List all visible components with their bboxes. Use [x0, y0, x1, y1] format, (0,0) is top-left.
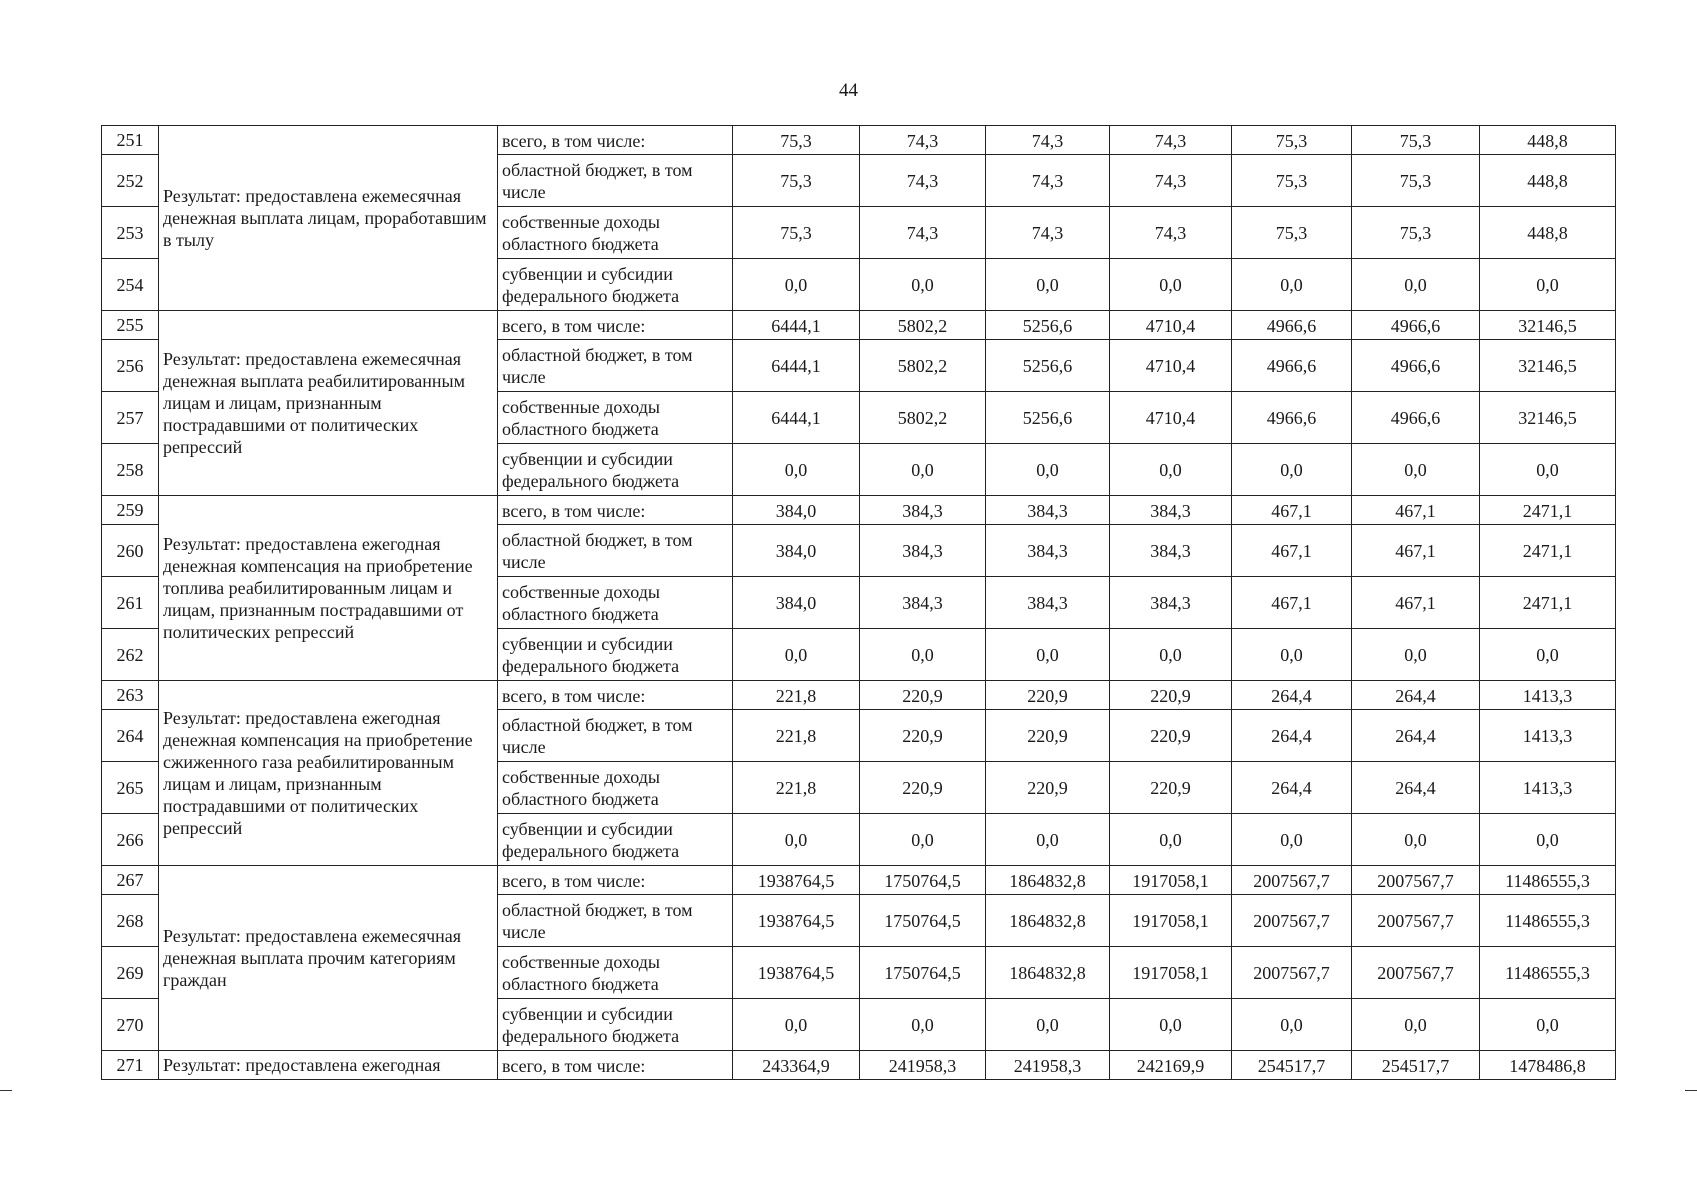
value-cell: 264,4 [1352, 710, 1480, 762]
value-cell: 467,1 [1232, 496, 1352, 525]
row-number-cell: 254 [102, 259, 159, 311]
value-cell: 384,3 [860, 577, 986, 629]
row-number-cell: 265 [102, 762, 159, 814]
value-cell: 2471,1 [1480, 525, 1616, 577]
value-cell: 74,3 [986, 207, 1110, 259]
value-cell: 448,8 [1480, 126, 1616, 155]
value-cell: 384,0 [733, 525, 860, 577]
value-cell: 220,9 [860, 762, 986, 814]
funding-category-cell: всего, в том числе: [498, 311, 733, 340]
value-cell: 0,0 [986, 629, 1110, 681]
value-cell: 0,0 [1232, 444, 1352, 496]
value-cell: 467,1 [1352, 577, 1480, 629]
value-cell: 5256,6 [986, 392, 1110, 444]
value-cell: 2007567,7 [1352, 947, 1480, 999]
value-cell: 1917058,1 [1110, 947, 1232, 999]
value-cell: 75,3 [733, 155, 860, 207]
table-row [102, 1051, 1616, 1080]
value-cell: 74,3 [860, 155, 986, 207]
value-cell: 0,0 [1480, 999, 1616, 1051]
funding-category-cell: собственные доходы областного бюджета [498, 577, 733, 629]
page-number: 44 [839, 80, 858, 101]
value-cell: 75,3 [1232, 155, 1352, 207]
value-cell: 2007567,7 [1232, 947, 1352, 999]
funding-category-cell: областной бюджет, в том числе [498, 155, 733, 207]
value-cell: 0,0 [1480, 814, 1616, 866]
value-cell: 0,0 [733, 999, 860, 1051]
value-cell: 1413,3 [1480, 710, 1616, 762]
value-cell: 220,9 [1110, 762, 1232, 814]
result-description-cell: Результат: предоставлена ежемесячная денежная выплата реабилитированным лицам и лицам, признанным пострадавшими от политических репрессий [159, 311, 498, 496]
value-cell: 1938764,5 [733, 866, 860, 895]
value-cell: 242169,9 [1110, 1051, 1232, 1080]
row-number-cell: 270 [102, 999, 159, 1051]
value-cell: 467,1 [1352, 525, 1480, 577]
value-cell: 11486555,3 [1480, 947, 1616, 999]
funding-category-cell: всего, в том числе: [498, 866, 733, 895]
value-cell: 75,3 [733, 207, 860, 259]
value-cell: 254517,7 [1232, 1051, 1352, 1080]
value-cell: 11486555,3 [1480, 895, 1616, 947]
value-cell: 0,0 [1480, 629, 1616, 681]
value-cell: 384,3 [1110, 525, 1232, 577]
funding-category-cell: областной бюджет, в том числе [498, 895, 733, 947]
value-cell: 384,3 [1110, 496, 1232, 525]
value-cell: 4966,6 [1232, 392, 1352, 444]
result-description-cell: Результат: предоставлена ежегодная [159, 1051, 498, 1080]
value-cell: 2471,1 [1480, 496, 1616, 525]
funding-category-cell: всего, в том числе: [498, 496, 733, 525]
value-cell: 1917058,1 [1110, 895, 1232, 947]
value-cell: 4710,4 [1110, 392, 1232, 444]
funding-category-cell: субвенции и субсидии федерального бюджета [498, 814, 733, 866]
value-cell: 1917058,1 [1110, 866, 1232, 895]
value-cell: 1750764,5 [860, 866, 986, 895]
row-number-cell: 251 [102, 126, 159, 155]
funding-category-cell: областной бюджет, в том числе [498, 340, 733, 392]
value-cell: 384,3 [860, 525, 986, 577]
value-cell: 2007567,7 [1232, 895, 1352, 947]
value-cell: 384,3 [986, 577, 1110, 629]
table-row [102, 311, 1616, 340]
value-cell: 74,3 [1110, 155, 1232, 207]
value-cell: 467,1 [1352, 496, 1480, 525]
value-cell: 0,0 [1110, 629, 1232, 681]
row-number-cell: 264 [102, 710, 159, 762]
value-cell: 0,0 [860, 629, 986, 681]
value-cell: 5256,6 [986, 311, 1110, 340]
value-cell: 75,3 [1352, 155, 1480, 207]
value-cell: 2007567,7 [1352, 866, 1480, 895]
left-edge-mark [0, 1090, 12, 1091]
value-cell: 1938764,5 [733, 895, 860, 947]
value-cell: 384,0 [733, 577, 860, 629]
value-cell: 0,0 [986, 999, 1110, 1051]
value-cell: 467,1 [1232, 577, 1352, 629]
value-cell: 1478486,8 [1480, 1051, 1616, 1080]
value-cell: 0,0 [986, 259, 1110, 311]
value-cell: 241958,3 [986, 1051, 1110, 1080]
value-cell: 1413,3 [1480, 681, 1616, 710]
row-number-cell: 257 [102, 392, 159, 444]
value-cell: 2007567,7 [1352, 895, 1480, 947]
value-cell: 74,3 [1110, 126, 1232, 155]
funding-category-cell: собственные доходы областного бюджета [498, 207, 733, 259]
value-cell: 0,0 [1480, 259, 1616, 311]
value-cell: 0,0 [733, 629, 860, 681]
value-cell: 0,0 [1352, 814, 1480, 866]
value-cell: 0,0 [1352, 259, 1480, 311]
value-cell: 1864832,8 [986, 895, 1110, 947]
value-cell: 4710,4 [1110, 340, 1232, 392]
value-cell: 264,4 [1352, 762, 1480, 814]
row-number-cell: 253 [102, 207, 159, 259]
table-row [102, 866, 1616, 895]
value-cell: 384,3 [986, 496, 1110, 525]
budget-table [101, 125, 1616, 1080]
value-cell: 467,1 [1232, 525, 1352, 577]
row-number-cell: 261 [102, 577, 159, 629]
right-edge-mark [1685, 1090, 1697, 1091]
value-cell: 1938764,5 [733, 947, 860, 999]
value-cell: 0,0 [1480, 444, 1616, 496]
funding-category-cell: собственные доходы областного бюджета [498, 762, 733, 814]
value-cell: 75,3 [1232, 207, 1352, 259]
value-cell: 5802,2 [860, 311, 986, 340]
value-cell: 75,3 [733, 126, 860, 155]
row-number-cell: 271 [102, 1051, 159, 1080]
value-cell: 75,3 [1352, 207, 1480, 259]
funding-category-cell: всего, в том числе: [498, 1051, 733, 1080]
value-cell: 4966,6 [1352, 392, 1480, 444]
value-cell: 6444,1 [733, 392, 860, 444]
value-cell: 5802,2 [860, 340, 986, 392]
value-cell: 0,0 [1352, 629, 1480, 681]
value-cell: 0,0 [1352, 999, 1480, 1051]
value-cell: 0,0 [1110, 444, 1232, 496]
value-cell: 1750764,5 [860, 947, 986, 999]
value-cell: 0,0 [1110, 259, 1232, 311]
value-cell: 0,0 [1232, 999, 1352, 1051]
value-cell: 220,9 [986, 681, 1110, 710]
value-cell: 264,4 [1232, 681, 1352, 710]
result-description-cell: Результат: предоставлена ежемесячная денежная выплата прочим категориям граждан [159, 866, 498, 1051]
row-number-cell: 255 [102, 311, 159, 340]
row-number-cell: 266 [102, 814, 159, 866]
value-cell: 0,0 [1110, 999, 1232, 1051]
value-cell: 1750764,5 [860, 895, 986, 947]
value-cell: 32146,5 [1480, 340, 1616, 392]
value-cell: 220,9 [1110, 681, 1232, 710]
value-cell: 6444,1 [733, 340, 860, 392]
value-cell: 243364,9 [733, 1051, 860, 1080]
value-cell: 1864832,8 [986, 866, 1110, 895]
value-cell: 220,9 [860, 681, 986, 710]
value-cell: 74,3 [1110, 207, 1232, 259]
value-cell: 32146,5 [1480, 392, 1616, 444]
value-cell: 2471,1 [1480, 577, 1616, 629]
value-cell: 0,0 [733, 259, 860, 311]
value-cell: 75,3 [1352, 126, 1480, 155]
table-row [102, 496, 1616, 525]
value-cell: 0,0 [733, 814, 860, 866]
funding-category-cell: субвенции и субсидии федерального бюджета [498, 629, 733, 681]
row-number-cell: 269 [102, 947, 159, 999]
value-cell: 0,0 [860, 259, 986, 311]
value-cell: 220,9 [986, 710, 1110, 762]
value-cell: 0,0 [1110, 814, 1232, 866]
value-cell: 4966,6 [1352, 340, 1480, 392]
value-cell: 220,9 [1110, 710, 1232, 762]
result-description-cell: Результат: предоставлена ежегодная денежная компенсация на приобретение сжиженного газа реабилитированным лицам и лицам, признанным пострадавшими от политических репрессий [159, 681, 498, 866]
table-row [102, 681, 1616, 710]
value-cell: 384,3 [1110, 577, 1232, 629]
value-cell: 0,0 [1232, 814, 1352, 866]
value-cell: 6444,1 [733, 311, 860, 340]
funding-category-cell: областной бюджет, в том числе [498, 525, 733, 577]
row-number-cell: 258 [102, 444, 159, 496]
row-number-cell: 267 [102, 866, 159, 895]
value-cell: 5802,2 [860, 392, 986, 444]
value-cell: 11486555,3 [1480, 866, 1616, 895]
value-cell: 4966,6 [1232, 340, 1352, 392]
value-cell: 4966,6 [1232, 311, 1352, 340]
row-number-cell: 260 [102, 525, 159, 577]
row-number-cell: 256 [102, 340, 159, 392]
row-number-cell: 262 [102, 629, 159, 681]
funding-category-cell: всего, в том числе: [498, 681, 733, 710]
funding-category-cell: субвенции и субсидии федерального бюджета [498, 999, 733, 1051]
value-cell: 0,0 [733, 444, 860, 496]
table-row [102, 126, 1616, 155]
value-cell: 0,0 [1232, 629, 1352, 681]
value-cell: 264,4 [1352, 681, 1480, 710]
value-cell: 4966,6 [1352, 311, 1480, 340]
value-cell: 74,3 [986, 155, 1110, 207]
value-cell: 241958,3 [860, 1051, 986, 1080]
funding-category-cell: субвенции и субсидии федерального бюджета [498, 259, 733, 311]
value-cell: 0,0 [860, 999, 986, 1051]
row-number-cell: 259 [102, 496, 159, 525]
value-cell: 0,0 [1352, 444, 1480, 496]
value-cell: 264,4 [1232, 762, 1352, 814]
value-cell: 220,9 [986, 762, 1110, 814]
value-cell: 384,0 [733, 496, 860, 525]
value-cell: 2007567,7 [1232, 866, 1352, 895]
value-cell: 221,8 [733, 762, 860, 814]
value-cell: 1864832,8 [986, 947, 1110, 999]
result-description-cell: Результат: предоставлена ежегодная денежная компенсация на приобретение топлива реабилитированным лицам и лицам, признанным пострадавшими от политических репрессий [159, 496, 498, 681]
value-cell: 264,4 [1232, 710, 1352, 762]
value-cell: 4710,4 [1110, 311, 1232, 340]
value-cell: 0,0 [986, 814, 1110, 866]
value-cell: 0,0 [986, 444, 1110, 496]
value-cell: 0,0 [1232, 259, 1352, 311]
value-cell: 75,3 [1232, 126, 1352, 155]
value-cell: 448,8 [1480, 155, 1616, 207]
value-cell: 384,3 [986, 525, 1110, 577]
row-number-cell: 252 [102, 155, 159, 207]
value-cell: 1413,3 [1480, 762, 1616, 814]
value-cell: 448,8 [1480, 207, 1616, 259]
funding-category-cell: областной бюджет, в том числе [498, 710, 733, 762]
value-cell: 0,0 [860, 444, 986, 496]
value-cell: 254517,7 [1352, 1051, 1480, 1080]
result-description-cell: Результат: предоставлена ежемесячная денежная выплата лицам, проработавшим в тылу [159, 126, 498, 311]
value-cell: 5256,6 [986, 340, 1110, 392]
value-cell: 221,8 [733, 710, 860, 762]
funding-category-cell: собственные доходы областного бюджета [498, 947, 733, 999]
table-body [102, 126, 1616, 1080]
value-cell: 74,3 [986, 126, 1110, 155]
value-cell: 74,3 [860, 207, 986, 259]
funding-category-cell: всего, в том числе: [498, 126, 733, 155]
funding-category-cell: собственные доходы областного бюджета [498, 392, 733, 444]
value-cell: 74,3 [860, 126, 986, 155]
row-number-cell: 263 [102, 681, 159, 710]
value-cell: 32146,5 [1480, 311, 1616, 340]
value-cell: 384,3 [860, 496, 986, 525]
funding-category-cell: субвенции и субсидии федерального бюджета [498, 444, 733, 496]
value-cell: 221,8 [733, 681, 860, 710]
value-cell: 0,0 [860, 814, 986, 866]
row-number-cell: 268 [102, 895, 159, 947]
value-cell: 220,9 [860, 710, 986, 762]
